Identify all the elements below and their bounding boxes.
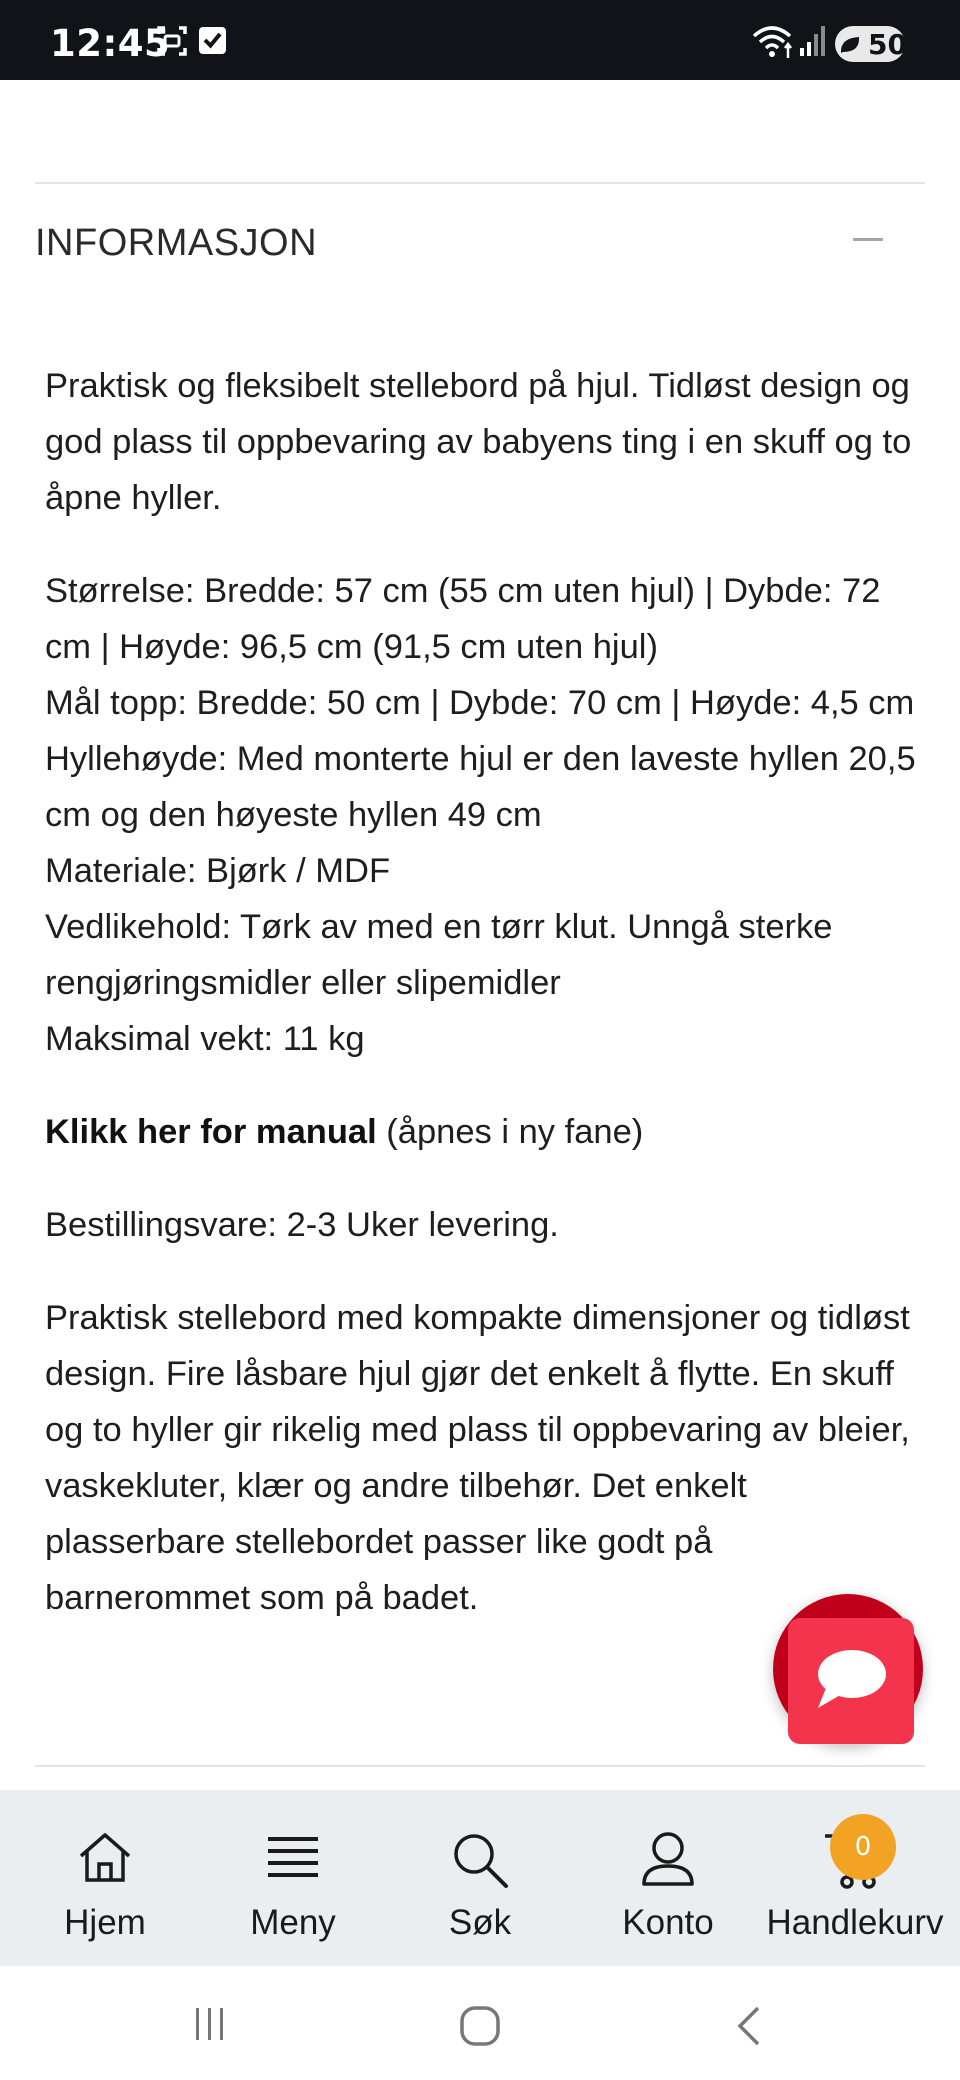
nav-search[interactable]: [385, 1790, 575, 1966]
chat-button-face[interactable]: [788, 1618, 914, 1744]
nav-menu[interactable]: [198, 1790, 388, 1966]
leaf-icon: [838, 34, 862, 56]
home-icon: [75, 1830, 135, 1886]
spec-maintenance: Vedlikehold: Tørk av med en tørr klut. Unngå sterke rengjøringsmidler eller slipemidler: [45, 908, 833, 1002]
manual-link[interactable]: Klikk her for manual: [45, 1113, 377, 1151]
back-icon[interactable]: [730, 2004, 770, 2048]
spec-top: Mål topp: Bredde: 50 cm | Dybde: 70 cm | Høyde: 4,5 cm: [45, 684, 915, 722]
home-circle-icon[interactable]: [458, 2004, 502, 2048]
search-icon: [450, 1830, 510, 1890]
spec-shelf-height: Hyllehøyde: Med monterte hjul er den laveste hyllen 20,5 cm og den høyeste hyllen 49 cm: [45, 740, 916, 834]
spec-list: [45, 563, 925, 1067]
manual-note: (åpnes i ny fane): [376, 1113, 644, 1151]
chat-bubble-icon: [812, 1644, 890, 1714]
bottom-navigation: [0, 1790, 960, 1966]
spec-max-weight: Maksimal vekt: 11 kg: [45, 1020, 365, 1058]
wifi-icon: [752, 24, 796, 60]
recents-icon[interactable]: [190, 2004, 230, 2044]
nav-home[interactable]: [10, 1790, 200, 1966]
minus-icon[interactable]: [853, 238, 883, 241]
cart-count-badge: 0: [830, 1814, 896, 1880]
section-title[interactable]: INFORMASJON: [35, 222, 318, 264]
system-navigation-bar: [0, 1966, 960, 2080]
screenshot-icon: [155, 24, 189, 58]
nav-search-label: Søk: [448, 1903, 512, 1942]
product-information: [45, 358, 925, 1663]
intro-text: Praktisk og fleksibelt stellebord på hjul. Tidløst design og god plass til oppbevaring av babyens ting i en skuff og to åpne hyller.: [45, 367, 912, 517]
account-icon: [638, 1830, 698, 1888]
status-bar: [0, 0, 960, 80]
spec-size: Størrelse: Bredde: 57 cm (55 cm uten hjul) | Dybde: 72 cm | Høyde: 96,5 cm (91,5 cm uten hjul): [45, 572, 881, 666]
nav-account[interactable]: [573, 1790, 763, 1966]
nav-cart-label: Handlekurv: [766, 1903, 944, 1942]
order-info: Bestillingsvare: 2-3 Uker levering.: [45, 1206, 559, 1244]
nav-menu-label: Meny: [250, 1903, 336, 1942]
status-time: 12:45: [50, 22, 171, 65]
battery-level: 50: [868, 28, 907, 61]
signal-icon: [798, 24, 828, 58]
spec-material: Materiale: Bjørk / MDF: [45, 852, 391, 890]
bottom-divider: [35, 1765, 925, 1767]
menu-icon: [265, 1830, 321, 1886]
nav-account-label: Konto: [622, 1903, 714, 1942]
checkbox-icon: [198, 24, 228, 56]
top-divider: [35, 182, 925, 184]
description-text: Praktisk stellebord med kompakte dimensjoner og tidløst design. Fire låsbare hjul gjør det enkelt å flytte. En skuff og to hyller gir rikelig med plass til oppbevaring av bleier, vaskekluter, klær og andre tilbehør. Det enkelt plasserbare stellebordet passer like godt på barnerommet som på badet.: [45, 1299, 910, 1617]
manual-line: [45, 1104, 925, 1160]
nav-home-label: Hjem: [64, 1903, 146, 1942]
